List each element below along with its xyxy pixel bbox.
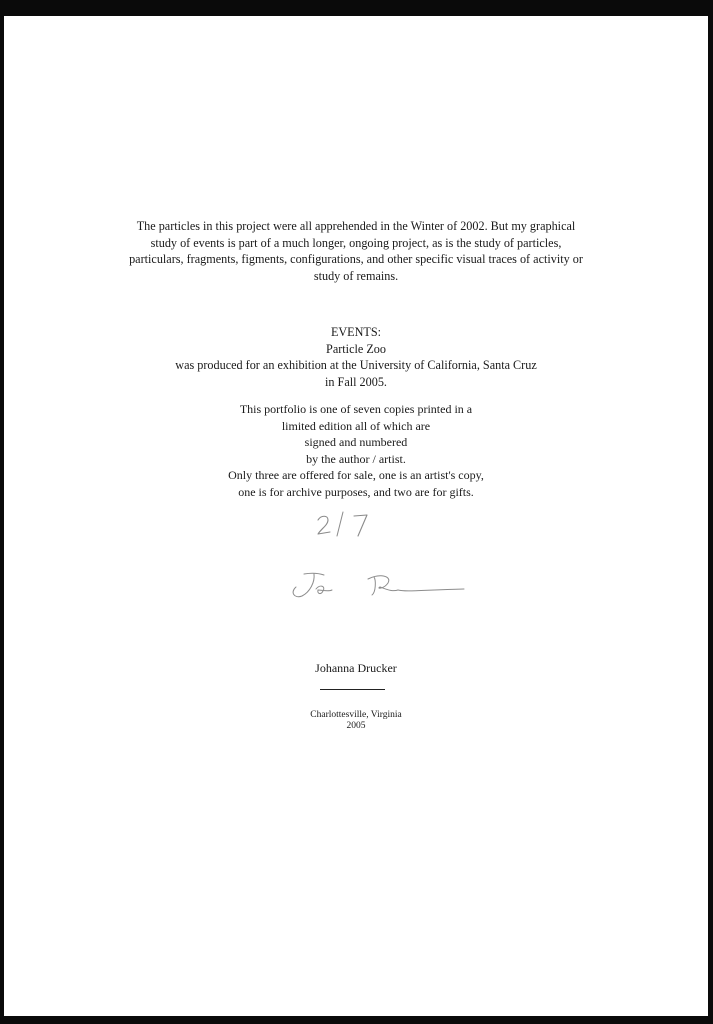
handwritten-copy-number	[309, 505, 379, 541]
events-line: Particle Zoo	[326, 341, 386, 356]
events-line: in Fall 2005.	[325, 374, 387, 389]
intro-line: study of events is part of a much longer, ongoing project, as is the study of particles,	[150, 235, 562, 250]
edition-line: Only three are offered for sale, one is an artist's copy,	[228, 468, 484, 482]
edition-line: This portfolio is one of seven copies printed in a	[239, 402, 473, 416]
events-paragraph	[4, 324, 708, 390]
year-text: 2005	[346, 721, 366, 731]
edition-paragraph	[4, 401, 708, 500]
intro-paragraph	[4, 218, 708, 284]
intro-line: study of remains.	[313, 268, 399, 283]
colophon	[4, 710, 708, 732]
intro-line: particulars, fragments, figments, configurations, and other specific visual traces of activity or	[129, 252, 583, 266]
edition-line: one is for archive purposes, and two are for gifts.	[238, 484, 474, 499]
divider-rule	[320, 689, 385, 690]
edition-line: by the author / artist.	[306, 451, 406, 466]
edition-line: signed and numbered	[304, 435, 408, 449]
events-heading: EVENTS:	[330, 325, 382, 339]
edition-line: limited edition all of which are	[281, 418, 431, 433]
handwritten-signature	[288, 568, 468, 608]
events-line: was produced for an exhibition at the University of California, Santa Cruz	[175, 358, 537, 372]
place-text: Charlottesville, Virginia	[310, 710, 402, 720]
author-name: Johanna Drucker	[315, 661, 397, 675]
document-page	[4, 16, 708, 1016]
intro-line: The particles in this project were all apprehended in the Winter of 2002. But my graphical	[136, 219, 576, 233]
